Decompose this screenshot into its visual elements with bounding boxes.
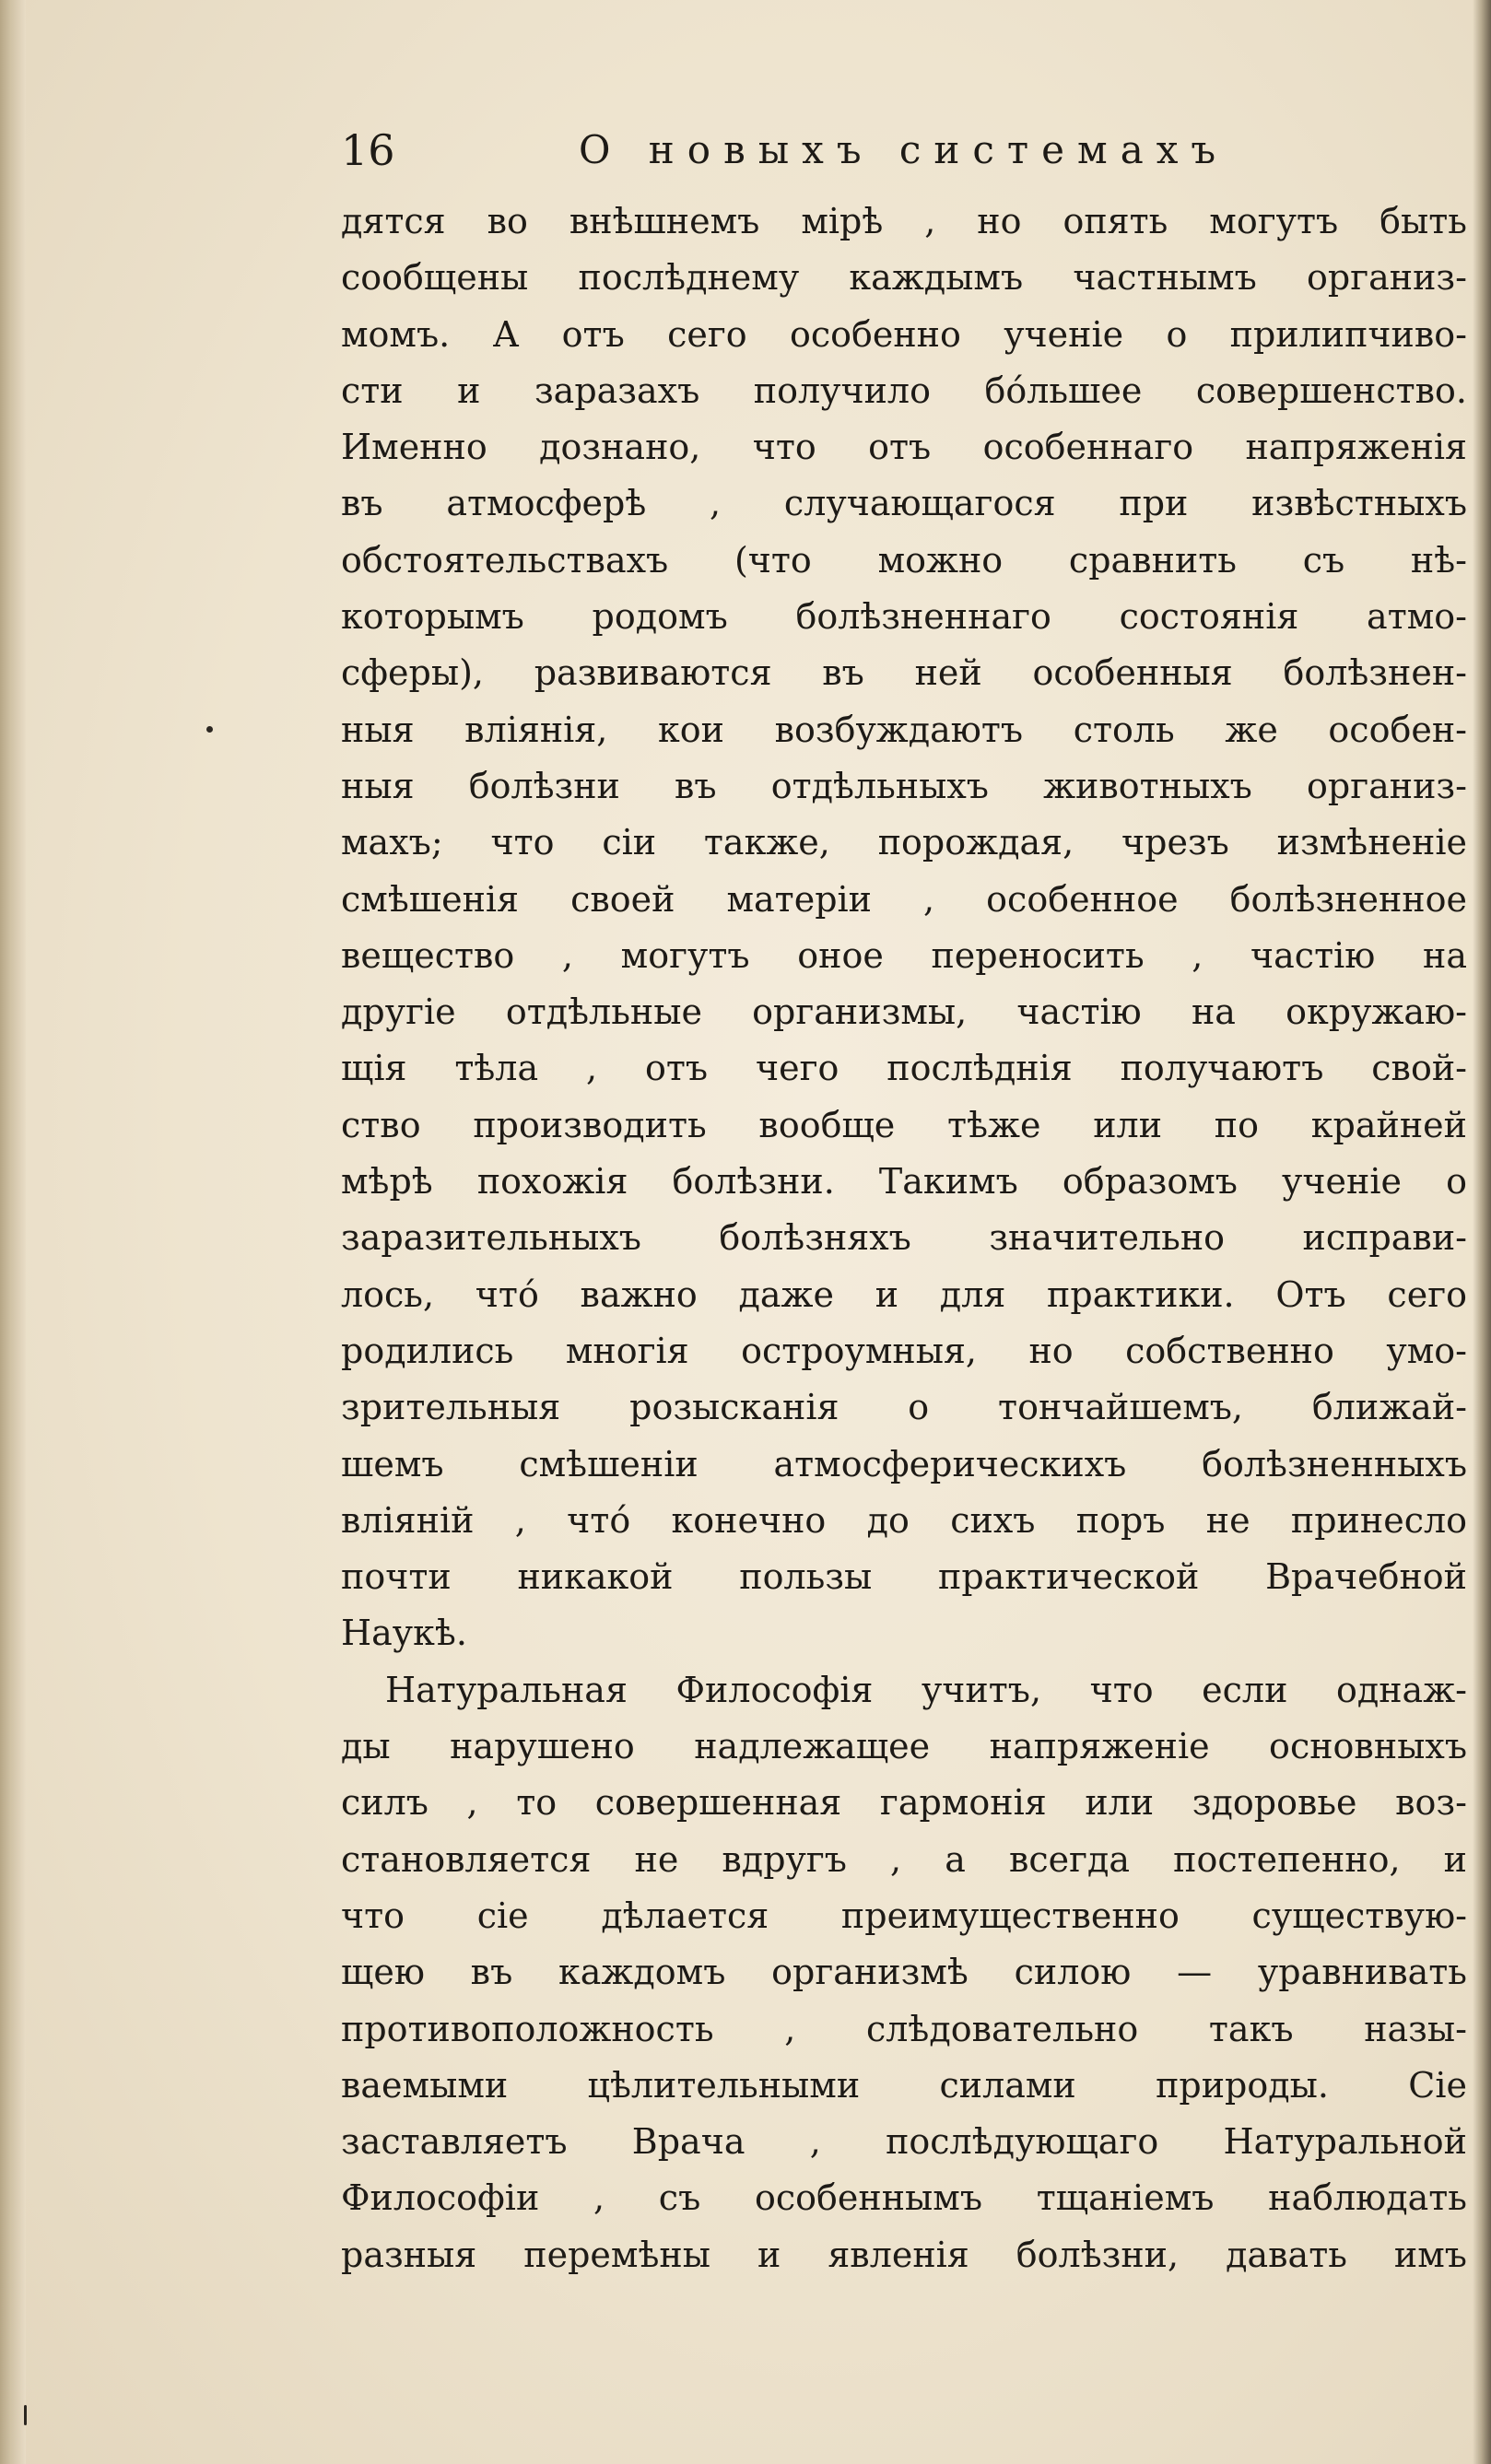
text-line: дятся во внѣшнемъ мірѣ , но опять могутъ быть — [341, 201, 1467, 241]
body-text — [341, 194, 1467, 2283]
text-line: ныя болѣзни въ отдѣльныхъ животныхъ организ- — [341, 765, 1467, 806]
page-number: 16 — [341, 125, 395, 175]
running-title: О новыхъ системахъ — [579, 127, 1229, 172]
text-line: Натуральная Философія учитъ, что если однаж- — [385, 1669, 1467, 1710]
text-line: ныя вліянія, кои возбуждаютъ столь же особен- — [341, 709, 1467, 750]
text-line: зрительныя розысканія о тончайшемъ, ближай- — [341, 1387, 1467, 1428]
text-line: что сіе дѣлается преимущественно существую- — [341, 1895, 1467, 1936]
page-edge-shadow — [1473, 0, 1491, 2464]
text-line: обстоятельствахъ (что можно сравнить съ нѣ- — [341, 539, 1467, 581]
page-gutter — [0, 0, 26, 2464]
text-line: другіе отдѣльные организмы, частію на окружаю- — [341, 991, 1467, 1033]
text-line: вещество , могутъ оное переносить , частію на — [341, 934, 1467, 976]
text-line: щія тѣла , отъ чего послѣднія получаютъ свой- — [341, 1048, 1467, 1089]
text-line: Наукѣ. — [341, 1613, 467, 1654]
text-line: смѣшенія своей матеріи , особенное болѣзненное — [341, 878, 1467, 920]
page-header — [341, 118, 1456, 182]
text-line: противоположность , слѣдовательно такъ назы- — [341, 2008, 1467, 2049]
text-line: родились многія остроумныя, но собственно умо- — [341, 1330, 1467, 1371]
ink-speck — [24, 2405, 27, 2425]
text-line: сферы), развиваются въ ней особенныя болѣзнен- — [341, 652, 1467, 694]
text-line: ваемыми цѣлительными силами природы. Сіе — [341, 2064, 1467, 2106]
text-line: сти и заразахъ получило бо́льшее совершенство. — [341, 370, 1467, 411]
text-line: силъ , то совершенная гармонія или здоровье воз- — [341, 1782, 1467, 1824]
text-line: которымъ родомъ болѣзненнаго состоянія атмо- — [341, 596, 1467, 638]
text-line: становляется не вдругъ , а всегда постепенно, и — [341, 1838, 1467, 1880]
text-line: шемъ смѣшеніи атмосферическихъ болѣзненныхъ — [341, 1443, 1467, 1484]
ink-speck — [206, 726, 213, 733]
text-line: щею въ каждомъ организмѣ силою — уравнивать — [341, 1952, 1467, 1993]
text-line: момъ. А отъ сего особенно ученіе о прилипчиво- — [341, 313, 1467, 355]
text-line: заразительныхъ болѣзняхъ значительно исправи- — [341, 1217, 1467, 1259]
text-line: лось, что́ важно даже и для практики. Отъ сего — [341, 1273, 1467, 1315]
text-line: разныя перемѣны и явленія болѣзни, давать имъ — [341, 2234, 1467, 2275]
text-line: Философіи , съ особеннымъ тщаніемъ наблюдать — [341, 2177, 1467, 2219]
text-line: мѣрѣ похожія болѣзни. Такимъ образомъ ученіе о — [341, 1161, 1467, 1203]
text-line: заставляетъ Врача , послѣдующаго Натуральной — [341, 2121, 1467, 2163]
text-line: вліяній , что́ конечно до сихъ поръ не принесло — [341, 1499, 1467, 1541]
text-line: ды нарушено надлежащее напряженіе основныхъ — [341, 1726, 1467, 1767]
text-line: сообщены послѣднему каждымъ частнымъ организ- — [341, 257, 1467, 299]
text-line: Именно дознано, что отъ особеннаго напряженія — [341, 427, 1467, 468]
text-line: почти никакой пользы практической Врачебной — [341, 1556, 1467, 1598]
text-line: махъ; что сіи также, порождая, чрезъ измѣненіе — [341, 822, 1467, 863]
text-line: ство производить вообще тѣже или по крайней — [341, 1104, 1467, 1145]
text-line: въ атмосферѣ , случающагося при извѣстныхъ — [341, 483, 1467, 524]
